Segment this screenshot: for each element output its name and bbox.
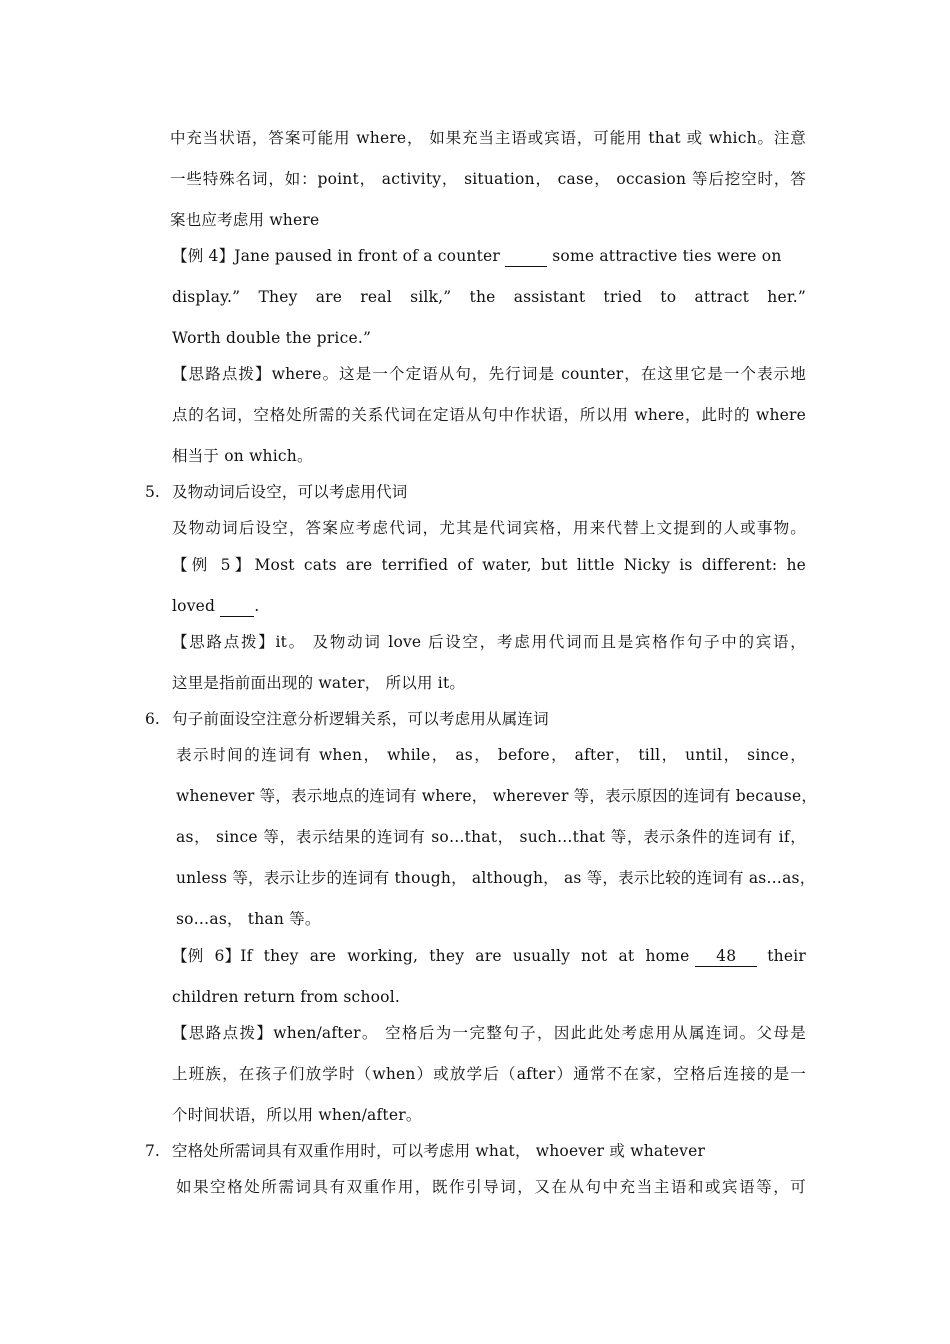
example-6-text-end: their <box>767 947 806 965</box>
example-4-line-3: Worth double the price.” <box>172 329 372 347</box>
example-6-line-2: children return from school. <box>172 988 400 1006</box>
section-6-number: 6. <box>145 710 160 728</box>
example-5-line-1: 【例 5】Most cats are terrified of water, but little Nicky is different: he <box>172 556 806 574</box>
analysis-4-line-2: 点的名词，空格处所需的关系代词在定语从句中作状语，所以用 where，此时的 where <box>172 406 806 424</box>
section-6-paragraph-line: as， since 等，表示结果的连词有 so…that， such…that 等，表示条件的连词有 if， <box>176 828 806 846</box>
analysis-6-line-3: 个时间状语，所以用 when/after。 <box>172 1106 422 1124</box>
analysis-4-line-1: 【思路点拨】where。这是一个定语从句，先行词是 counter，在这里它是一个表示地 <box>172 365 806 383</box>
paragraph-line: 中充当状语，答案可能用 where， 如果充当主语或宾语，可能用 that 或 which。注意 <box>170 129 806 147</box>
analysis-5-line-1: 【思路点拨】it。 及物动词 love 后设空，考虑用代词而且是宾格作句子中的宾语， <box>172 633 806 651</box>
section-6-heading: 句子前面设空注意分析逻辑关系，可以考虑用从属连词 <box>172 710 549 728</box>
example-4-text-start: 【例 4】Jane paused in front of a counter <box>172 247 500 265</box>
example-4-text-end: some attractive ties were on <box>552 247 782 265</box>
example-5-line-2 <box>172 596 259 617</box>
example-6-text-start: 【例 6】If they are working, they are usually not at home <box>172 947 690 965</box>
section-6-paragraph-line: so…as， than 等。 <box>176 910 321 928</box>
section-7-paragraph-line: 如果空格处所需词具有双重作用，既作引导词，又在从句中充当主语和或宾语等，可 <box>176 1178 806 1196</box>
paragraph-line: 案也应考虑用 where <box>170 211 320 229</box>
analysis-6-line-1: 【思路点拨】when/after。 空格后为一完整句子，因此此处考虑用从属连词。父母是 <box>172 1024 806 1042</box>
analysis-6-line-2: 上班族，在孩子们放学时（when）或放学后（after）通常不在家，空格后连接的是一 <box>172 1065 806 1083</box>
example-4-line-1 <box>172 246 806 267</box>
section-7-heading: 空格处所需词具有双重作用时，可以考虑用 what， whoever 或 whatever <box>172 1142 706 1160</box>
section-6-paragraph-line: whenever 等，表示地点的连词有 where， wherever 等，表示原因的连词有 because， <box>176 787 818 805</box>
example-6-line-1 <box>172 946 806 967</box>
paragraph-line: 一些特殊名词，如：point， activity， situation， case， occasion 等后挖空时，答 <box>170 170 806 188</box>
example-4-line-2: display.” They are real silk,” the assistant tried to attract her.” <box>172 288 806 306</box>
section-6-paragraph-line: unless 等，表示让步的连词有 though， although， as 等，表示比较的连词有 as…as， <box>176 869 816 887</box>
example-5-text-end: . <box>254 597 260 615</box>
analysis-4-line-3: 相当于 on which。 <box>172 447 313 465</box>
section-5-paragraph: 及物动词后设空，答案应考虑代词，尤其是代词宾格，用来代替上文提到的人或事物。 <box>172 519 806 537</box>
section-5-heading: 及物动词后设空，可以考虑用代词 <box>172 483 408 501</box>
section-5-number: 5. <box>145 483 160 501</box>
section-6-paragraph-line: 表示时间的连词有 when， while， as， before， after， till， until， since， <box>176 746 806 764</box>
answer-blank <box>220 596 254 617</box>
answer-blank <box>505 246 547 267</box>
analysis-5-line-2: 这里是指前面出现的 water， 所以用 it。 <box>172 674 466 692</box>
example-5-text-start: loved <box>172 597 216 615</box>
answer-blank: 48 <box>695 946 757 967</box>
section-7-number: 7. <box>145 1142 160 1160</box>
